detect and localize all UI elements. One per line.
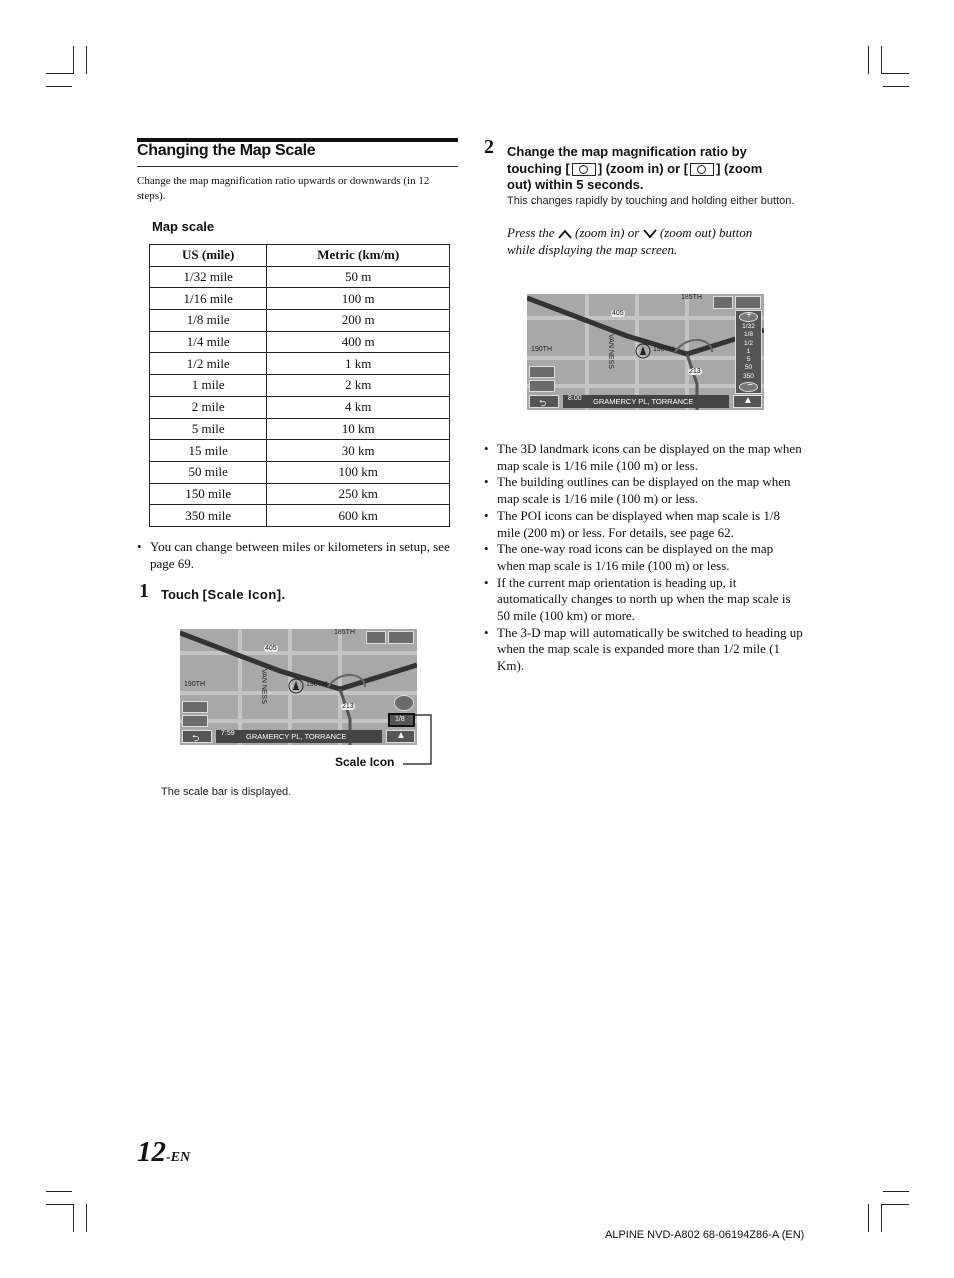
scale-steps-list xyxy=(738,323,759,381)
map-roads xyxy=(527,294,764,410)
table-row xyxy=(150,310,450,332)
crop-mark xyxy=(46,1191,72,1192)
compass-button[interactable] xyxy=(394,695,414,711)
cell-us: 2 mile xyxy=(150,396,267,418)
step-2-alt-1b: (zoom in) or xyxy=(575,225,640,240)
street-label-190th-mid: 190TH xyxy=(306,681,328,688)
back-button[interactable] xyxy=(182,730,212,743)
cell-us: 50 mile xyxy=(150,461,267,483)
cell-metric: 4 km xyxy=(267,396,450,418)
table-row xyxy=(150,353,450,375)
scale-step[interactable]: 1/8 xyxy=(743,331,754,339)
cell-us: 1/4 mile xyxy=(150,331,267,353)
step-2-alt-instruction xyxy=(507,224,807,258)
cell-us: 15 mile xyxy=(150,440,267,462)
cell-metric: 100 m xyxy=(267,288,450,310)
crop-mark xyxy=(73,1204,74,1232)
section-intro: Change the map magnification ratio upwards or downwards (in 12 steps). xyxy=(137,175,430,202)
cell-us: 150 mile xyxy=(150,483,267,505)
table-row xyxy=(150,375,450,397)
cell-metric: 100 km xyxy=(267,461,450,483)
current-location: GRAMERCY PL, TORRANCE xyxy=(246,732,347,741)
crop-mark xyxy=(868,46,869,74)
footer-product-code: ALPINE NVD-A802 68-06194Z86-A (EN) xyxy=(605,1229,805,1241)
table-row xyxy=(150,483,450,505)
cell-metric: 50 m xyxy=(267,266,450,288)
side-button-2[interactable] xyxy=(529,380,555,392)
crop-mark xyxy=(46,1204,74,1205)
units-note-text: You can change between miles or kilometers in setup, see page 69. xyxy=(150,539,450,571)
crop-mark xyxy=(86,1204,87,1232)
cell-metric: 10 km xyxy=(267,418,450,440)
step-2-alt-1a: Press the xyxy=(507,225,555,240)
list-item: • The building outlines can be displayed on the map when map scale is 1/16 mile (100 m) or less. xyxy=(482,474,804,507)
view-mode-button[interactable] xyxy=(366,631,386,644)
step-1-prefix: Touch xyxy=(161,587,203,602)
scale-bar xyxy=(735,310,762,394)
step-2-line-2 xyxy=(507,161,807,178)
zoom-out-button[interactable] xyxy=(739,382,758,392)
step-1-suffix: . xyxy=(281,587,286,602)
street-label-190th-mid: 190TH xyxy=(653,346,675,353)
side-button-1[interactable] xyxy=(529,366,555,378)
status-bar xyxy=(563,395,729,408)
map-scale-table xyxy=(149,244,450,527)
page-number xyxy=(137,1136,190,1169)
page-number-suffix: -EN xyxy=(166,1150,191,1165)
chevron-up-icon xyxy=(558,229,572,239)
back-icon: ⮌ xyxy=(192,733,200,743)
minus-icon: − xyxy=(747,380,753,391)
table-header-row xyxy=(150,245,450,267)
step-2-alt-line-1 xyxy=(507,224,807,241)
step-1-result: The scale bar is displayed. xyxy=(161,786,292,798)
zoom-in-button[interactable] xyxy=(739,312,758,322)
map-roads xyxy=(180,629,417,745)
crop-mark xyxy=(883,86,909,87)
up-arrow-icon: ▲ xyxy=(743,395,753,406)
route-shield-405: 405 xyxy=(612,310,624,317)
table-row xyxy=(150,505,450,527)
step-2-line-1: Change the map magnification ratio by xyxy=(507,144,747,159)
list-item: • The one-way road icons can be displayed on the map when map scale is 1/16 mile (100 m) or less. xyxy=(482,541,804,574)
step-2-line-2a: touching [ xyxy=(507,160,570,176)
crop-mark xyxy=(881,1204,909,1205)
cell-metric: 250 km xyxy=(267,483,450,505)
scale-icon-callout-line xyxy=(400,712,460,772)
table-row xyxy=(150,461,450,483)
side-button-1[interactable] xyxy=(182,701,208,713)
heading-button[interactable] xyxy=(733,395,762,408)
zoom-in-key-icon xyxy=(572,163,596,176)
step-2-alt-1c: (zoom out) button xyxy=(659,225,753,240)
crop-mark xyxy=(881,1204,882,1232)
cell-us: 1 mile xyxy=(150,375,267,397)
street-label-190th-left: 190TH xyxy=(531,346,553,353)
crop-mark xyxy=(46,86,72,87)
crop-mark xyxy=(46,73,74,74)
notes-list xyxy=(482,441,804,675)
step-2-alt-line-2: while displaying the map screen. xyxy=(507,242,678,257)
table-row xyxy=(150,440,450,462)
step-2-instruction xyxy=(507,144,807,194)
scale-step[interactable]: 1/32 xyxy=(742,323,755,330)
cell-metric: 1 km xyxy=(267,353,450,375)
street-label-van-ness: VAN NESS xyxy=(260,669,267,704)
street-label-190th-left: 190TH xyxy=(184,681,206,688)
route-shield-405: 405 xyxy=(265,645,277,652)
cell-us: 1/8 mile xyxy=(150,310,267,332)
crop-mark xyxy=(881,73,909,74)
step-1-key: [Scale Icon] xyxy=(202,587,282,602)
street-label-185th: 185TH xyxy=(681,294,703,301)
page-number-value: 12 xyxy=(137,1136,166,1168)
step-2-line-2b: ] (zoom in) or [ xyxy=(597,160,689,176)
scale-icon-callout-label: Scale Icon xyxy=(335,755,395,769)
cell-us: 350 mile xyxy=(150,505,267,527)
column-header-us: US (mile) xyxy=(150,245,267,267)
clock-time: 8:00 xyxy=(568,395,582,402)
units-note: • You can change between miles or kilometers in setup, see page 69. xyxy=(137,539,452,572)
column-header-metric: Metric (km/m) xyxy=(267,245,450,267)
step-1-instruction xyxy=(161,587,285,602)
cell-metric: 600 km xyxy=(267,505,450,527)
menu-grid-button[interactable] xyxy=(388,631,414,644)
scale-step[interactable]: 50 xyxy=(744,364,753,372)
list-item: • If the current map orientation is heading up, it automatically changes to north up when the map scale is 50 mile (100 km) or more. xyxy=(482,575,804,625)
cell-us: 5 mile xyxy=(150,418,267,440)
scale-step[interactable]: 1/2 xyxy=(743,339,754,347)
table-row xyxy=(150,288,450,310)
list-item: • The 3-D map will automatically be switched to heading up when the map scale is expanded more than 1/2 mile (1 Km). xyxy=(482,625,804,675)
route-shield-213: 213 xyxy=(342,703,354,710)
menu-grid-button[interactable] xyxy=(735,296,761,309)
street-label-185th: 185TH xyxy=(334,629,356,636)
table-row xyxy=(150,266,450,288)
crop-mark xyxy=(86,46,87,74)
cell-metric: 30 km xyxy=(267,440,450,462)
step-2-line-2c: ] (zoom xyxy=(716,160,763,176)
back-icon: ⮌ xyxy=(539,398,547,408)
current-location: GRAMERCY PL, TORRANCE xyxy=(593,397,694,406)
crop-mark xyxy=(883,1191,909,1192)
back-button[interactable] xyxy=(529,395,559,408)
crop-mark xyxy=(73,46,74,74)
cell-us: 1/16 mile xyxy=(150,288,267,310)
cell-metric: 400 m xyxy=(267,331,450,353)
table-row xyxy=(150,418,450,440)
cell-metric: 200 m xyxy=(267,310,450,332)
cell-us: 1/32 mile xyxy=(150,266,267,288)
list-item: • The POI icons can be displayed when map scale is 1/8 mile (200 m) or less. For details, see page 62. xyxy=(482,508,804,541)
side-button-2[interactable] xyxy=(182,715,208,727)
step-2-number: 2 xyxy=(484,136,494,158)
view-mode-button[interactable] xyxy=(713,296,733,309)
cell-us: 1/2 mile xyxy=(150,353,267,375)
step-2-line-3: out) within 5 seconds. xyxy=(507,177,644,192)
scale-icon-value: 1/8 xyxy=(395,716,405,723)
plus-icon: + xyxy=(746,310,752,321)
section-title: Changing the Map Scale xyxy=(137,142,316,159)
step-2-detail: This changes rapidly by touching and holding either button. xyxy=(507,195,795,207)
chevron-down-icon xyxy=(643,229,657,239)
status-bar xyxy=(216,730,382,743)
table-row xyxy=(150,396,450,418)
zoom-out-key-icon xyxy=(690,163,714,176)
cell-metric: 2 km xyxy=(267,375,450,397)
nav-screen-scale-bar xyxy=(527,294,764,410)
street-label-van-ness: VAN NESS xyxy=(607,334,614,369)
map-scale-heading: Map scale xyxy=(152,219,215,234)
step-1-number: 1 xyxy=(139,580,149,602)
up-arrow-icon: ▲ xyxy=(396,730,406,741)
scale-step[interactable]: 1 xyxy=(746,347,751,355)
route-shield-213: 213 xyxy=(689,368,701,375)
nav-screen-scale-icon xyxy=(180,629,417,745)
scale-step[interactable]: 5 xyxy=(746,356,751,364)
list-item: • The 3D landmark icons can be displayed on the map when map scale is 1/16 mile (100 m) or less. xyxy=(482,441,804,474)
scale-step[interactable]: 350 xyxy=(743,372,754,380)
crop-mark xyxy=(881,46,882,74)
crop-mark xyxy=(868,1204,869,1232)
section-underline xyxy=(137,166,458,167)
clock-time: 7:59 xyxy=(221,730,235,737)
table-row xyxy=(150,331,450,353)
